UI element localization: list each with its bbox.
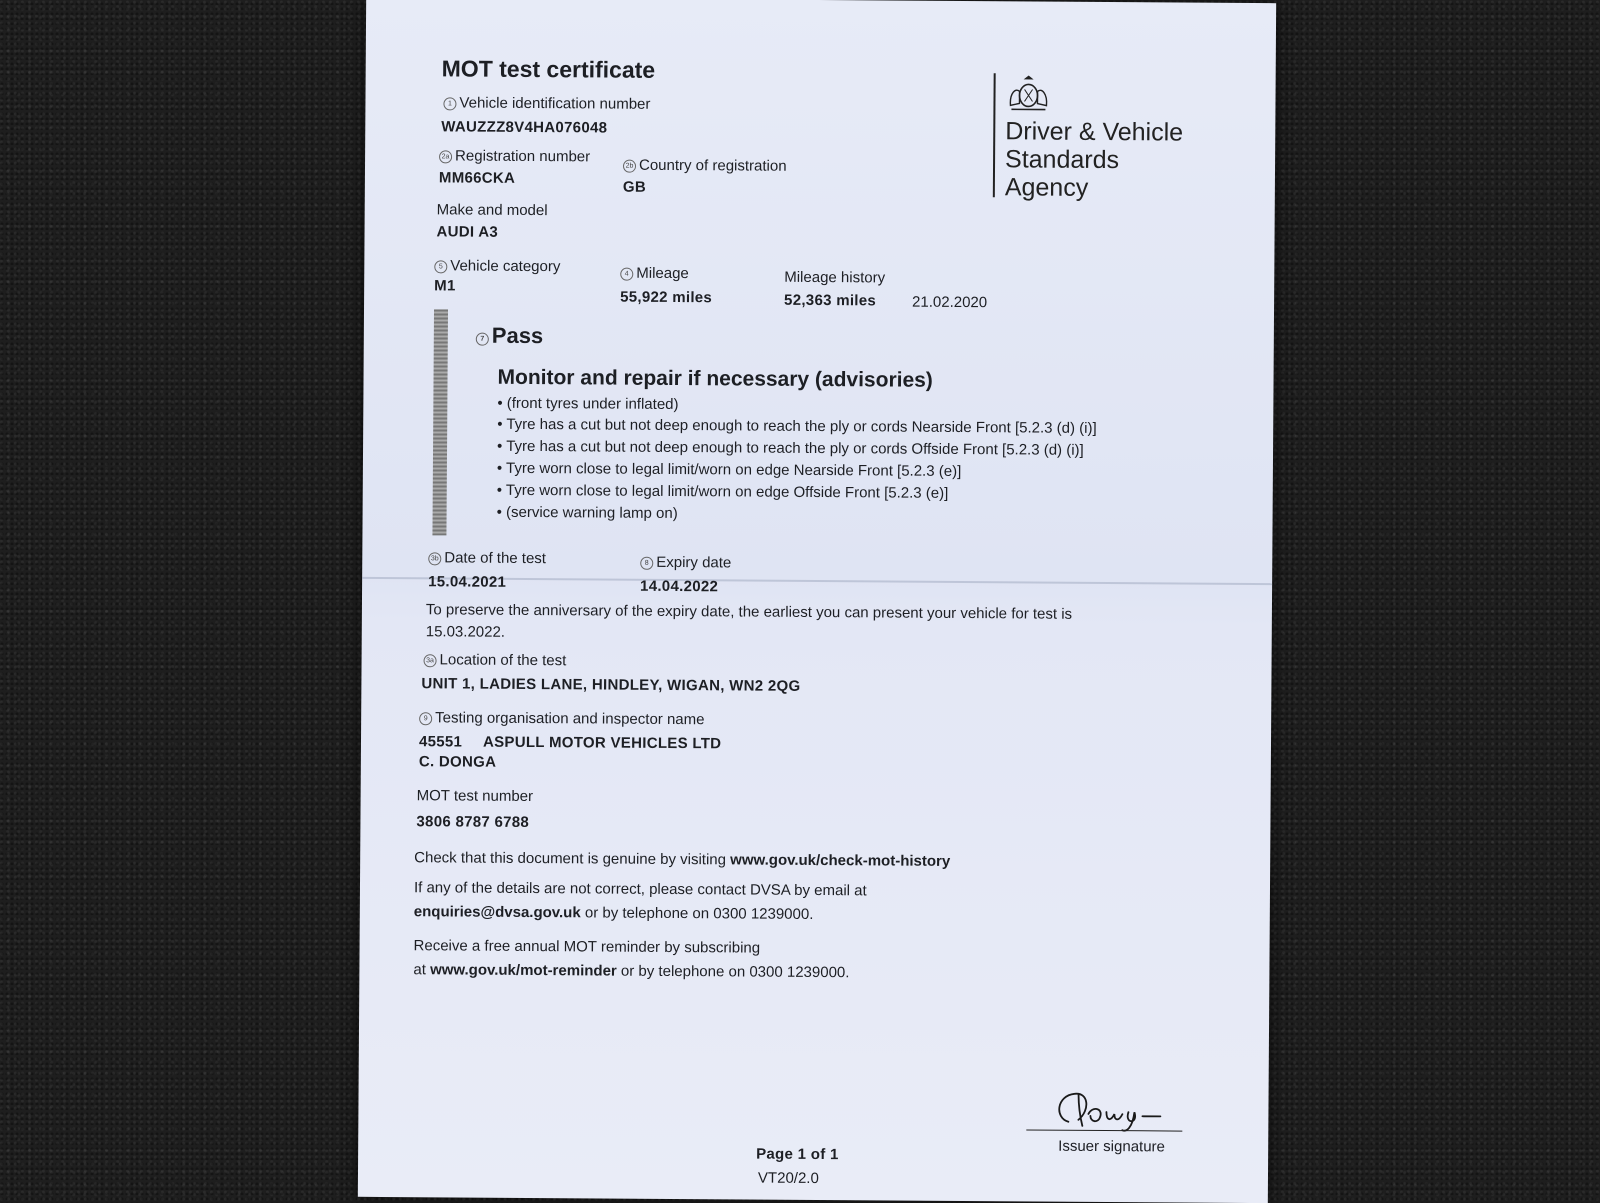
reminder-line1: Receive a free annual MOT reminder by subscribing (413, 937, 761, 957)
mileage-history-date: 21.02.2020 (912, 293, 988, 312)
preserve-note-line1: To preserve the anniversary of the expiry date, the earliest you can present your vehicle for test is (425, 601, 1073, 623)
location-label: 3a Location of the test (424, 651, 567, 669)
test-date-value: 15.04.2021 (428, 573, 507, 591)
issuer-signature (1048, 1084, 1188, 1135)
advisories-heading: Monitor and repair if necessary (advisories) (497, 365, 933, 392)
mileage-label: 4 Mileage (620, 265, 689, 282)
advisory-item: • (service warning lamp on) (496, 503, 678, 523)
contact-line1: If any of the details are not correct, please contact DVSA by email at (413, 879, 867, 900)
registration-label: 2a Registration number (439, 147, 590, 165)
mot-reminder-link[interactable]: www.gov.uk/mot-reminder (430, 961, 617, 980)
check-genuine-line: Check that this document is genuine by visiting www.gov.uk/check-mot-history (414, 849, 951, 870)
organisation-name: ASPULL MOTOR VEHICLES LTD (482, 733, 722, 753)
advisory-item: • Tyre worn close to legal limit/worn on edge Offside Front [5.2.3 (e)] (496, 481, 949, 502)
make-model-value: AUDI A3 (436, 223, 499, 241)
result-status: 7 Pass (476, 323, 544, 349)
organisation-code: 45551 (418, 733, 463, 751)
test-number-value: 3806 8787 6788 (416, 813, 530, 831)
mileage-history-value: 52,363 miles (784, 291, 877, 310)
vehicle-category-value: M1 (434, 277, 456, 295)
vin-value: WAUZZZ8V4HA076048 (441, 118, 608, 137)
vin-label: 1 Vehicle identification number (443, 94, 650, 112)
mot-certificate-paper (358, 0, 1276, 1203)
dvsa-email-link[interactable]: enquiries@dvsa.gov.uk (413, 903, 581, 922)
advisory-item: • Tyre has a cut but not deep enough to reach the ply or cords Nearside Front [5.2.3 (d) (i)] (497, 415, 1097, 437)
vehicle-category-label: 5 Vehicle category (434, 257, 560, 275)
expiry-date-value: 14.04.2022 (640, 577, 719, 596)
advisory-item: • Tyre worn close to legal limit/worn on edge Nearside Front [5.2.3 (e)] (496, 459, 962, 481)
preserve-note-line2: 15.03.2022. (425, 623, 506, 641)
organisation-label: 9 Testing organisation and inspector name (419, 709, 704, 728)
signature-label: Issuer signature (1058, 1137, 1165, 1156)
registration-value: MM66CKA (438, 169, 516, 187)
country-value: GB (622, 178, 647, 196)
advisory-item: • Tyre has a cut but not deep enough to reach the ply or cords Offside Front [5.2.3 (d) (i)] (497, 437, 1084, 459)
certificate-title: MOT test certificate (441, 55, 656, 83)
location-value: UNIT 1, LADIES LANE, HINDLEY, WIGAN, WN2 2QG (421, 675, 801, 695)
mileage-value: 55,922 miles (620, 288, 713, 307)
mileage-history-label: Mileage history (784, 268, 886, 287)
check-mot-history-link[interactable]: www.gov.uk/check-mot-history (730, 851, 951, 870)
test-number-label: MOT test number (416, 787, 534, 806)
page-number: Page 1 of 1 (756, 1145, 839, 1164)
agency-name: Driver & Vehicle Standards Agency (1004, 117, 1184, 202)
reminder-line2: at www.gov.uk/mot-reminder or by telephone on 0300 1239000. (413, 961, 850, 982)
form-code: VT20/2.0 (757, 1169, 819, 1188)
agency-divider (993, 73, 996, 197)
advisory-item: • (front tyres under inflated) (497, 394, 679, 414)
country-label: 2b Country of registration (623, 157, 787, 175)
result-indicator-bar (432, 309, 448, 535)
expiry-date-label: 8 Expiry date (640, 554, 731, 572)
test-date-label: 3b Date of the test (428, 549, 546, 567)
royal-crest-icon (1005, 73, 1051, 113)
contact-line2: enquiries@dvsa.gov.uk or by telephone on 0300 1239000. (413, 903, 814, 923)
make-model-label: Make and model (436, 201, 548, 220)
inspector-name: C. DONGA (418, 753, 497, 771)
